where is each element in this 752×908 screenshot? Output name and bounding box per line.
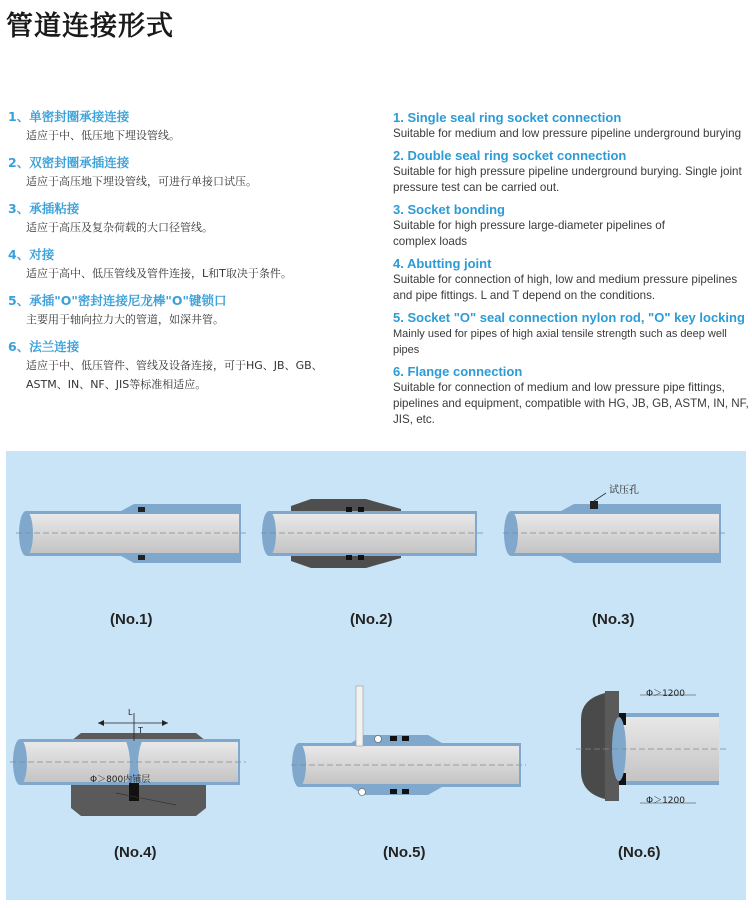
list-item — [393, 148, 752, 196]
caption-no1: (No.1) — [110, 611, 153, 628]
list-item — [393, 202, 752, 250]
list-item — [393, 310, 752, 358]
item-description: 适应于高压地下埋设管线，可进行单接口试压。 — [26, 175, 257, 188]
layer-label: Φ＞800内铺层 — [90, 775, 151, 785]
item-description: Suitable for connection of high, low and medium pressure pipelines and pipe fittings. L and T depend on the conditions. — [393, 273, 738, 302]
diagram-no5 — [291, 686, 526, 796]
list-item — [8, 108, 378, 145]
item-description: 适应于中、低压管件、管线及设备连接，可于HG、JB、GB、ASTM、IN、NF、JIS等标准相适应。 — [26, 359, 323, 391]
diagram-panel — [6, 451, 746, 900]
list-item — [8, 200, 378, 237]
caption-no4: (No.4) — [114, 844, 157, 861]
item-heading: 4. Abutting joint — [393, 256, 492, 271]
caption-no2: (No.2) — [350, 611, 393, 628]
caption-no6: (No.6) — [618, 844, 661, 861]
list-item — [393, 364, 752, 428]
item-heading: 3. Socket bonding — [393, 202, 505, 217]
item-heading: 6、法兰连接 — [8, 339, 80, 354]
item-description: Mainly used for pipes of high axial tensile strength such as deep well pipes — [393, 328, 727, 356]
item-heading: 2、双密封圈承插连接 — [8, 155, 130, 170]
item-description: 主要用于轴向拉力大的管道，如深井管。 — [26, 313, 224, 326]
item-heading: 5. Socket "O" seal connection nylon rod, "O" key locking — [393, 310, 745, 325]
caption-no5: (No.5) — [383, 844, 426, 861]
diagram-no6 — [576, 691, 726, 803]
item-heading: 4、对接 — [8, 247, 55, 262]
chinese-list — [8, 108, 378, 403]
english-list — [393, 110, 752, 434]
test-hole-label: 试压孔 — [609, 485, 639, 496]
joint-diagrams — [6, 451, 746, 900]
item-heading: 1. Single seal ring socket connection — [393, 110, 622, 125]
length-label: L — [128, 708, 133, 717]
list-item — [8, 154, 378, 191]
diagram-no3 — [503, 493, 726, 563]
list-item — [8, 338, 378, 394]
list-item — [393, 256, 752, 304]
list-item — [8, 246, 378, 283]
item-heading: 3、承插粘接 — [8, 201, 80, 216]
item-description: Suitable for connection of medium and low pressure pipe fittings, pipelines and equipment, compatible with HG, JB, GB, ASTM, IN, NF, JIS, etc. — [393, 381, 749, 426]
diagram-no1 — [16, 504, 246, 563]
item-description: 适应于中、低压地下埋设管线。 — [26, 129, 180, 142]
item-heading: 1、单密封圈承接连接 — [8, 109, 130, 124]
item-description: 适应于高中、低压管线及管件连接，L和T取决于条件。 — [26, 267, 292, 280]
page-title: 管道连接形式 — [6, 11, 174, 42]
item-heading: 6. Flange connection — [393, 364, 523, 379]
item-description: Suitable for high pressure pipeline underground burying. Single joint pressure test can be carried out. — [393, 165, 742, 194]
item-heading: 2. Double seal ring socket connection — [393, 148, 627, 163]
list-item — [8, 292, 378, 329]
item-description: 适应于高压及复杂荷载的大口径管线。 — [26, 221, 213, 234]
item-description: Suitable for medium and low pressure pipeline underground burying — [393, 127, 742, 140]
caption-no3: (No.3) — [592, 611, 635, 628]
diagram-no2 — [261, 499, 484, 568]
flange-top-label: Φ＞1200 — [646, 689, 685, 699]
item-description: Suitable for high pressure large-diameter pipelines of complex loads — [393, 219, 665, 248]
thickness-label: T — [138, 726, 143, 735]
list-item — [393, 110, 752, 142]
item-heading: 5、承插"O"密封连接尼龙棒"O"键锁口 — [8, 293, 227, 308]
diagram-no4 — [10, 713, 246, 816]
flange-bottom-label: Φ＞1200 — [646, 796, 685, 806]
